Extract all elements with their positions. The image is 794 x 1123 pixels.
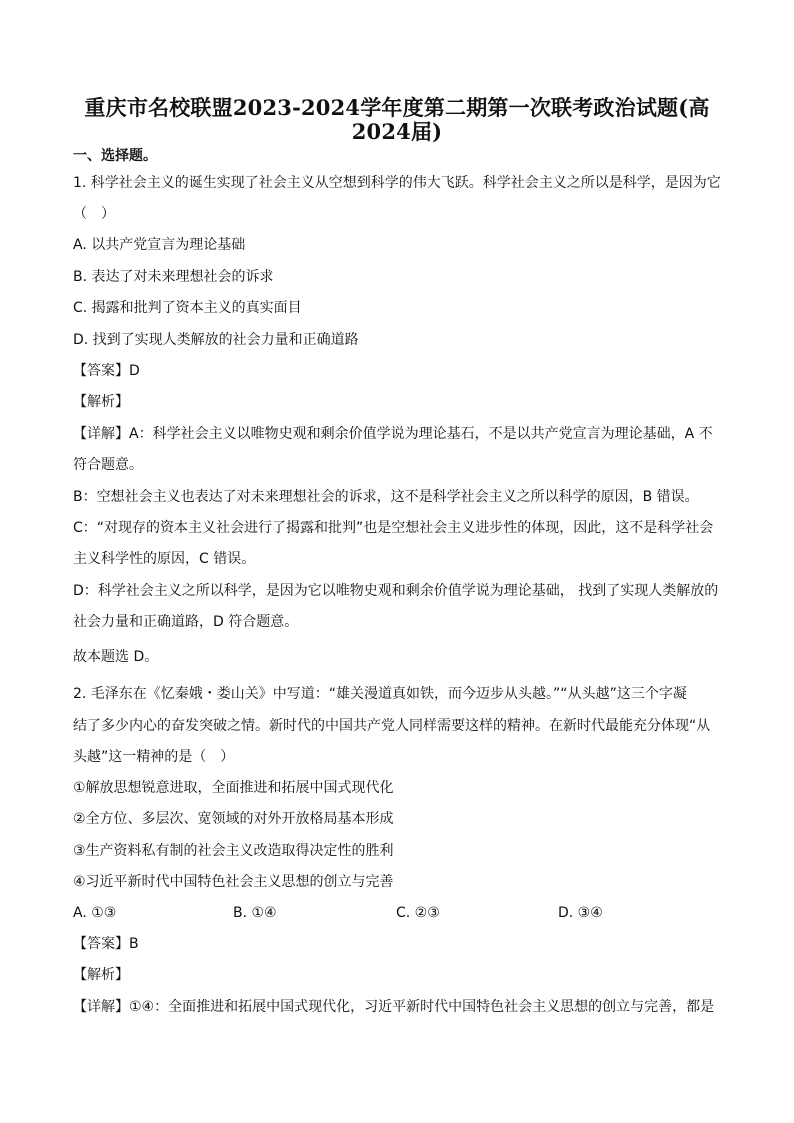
q1-stem-line-2: （ ） xyxy=(73,206,115,222)
q1-detail-line-3: B：空想社会主义也表达了对未来理想社会的诉求，这不是科学社会主义之所以科学的原因，B 错误。 xyxy=(73,489,699,505)
document-title-line-2: 2024届) xyxy=(351,119,443,144)
section-heading: 一、选择题。 xyxy=(73,148,157,164)
q2-option-d: D. ③④ xyxy=(558,905,603,921)
q1-detail-line-5: 主义科学性的原因，C 错误。 xyxy=(73,551,256,567)
q2-option-a: A. ①③ xyxy=(73,905,117,921)
q2-option-b: B. ①④ xyxy=(233,905,277,921)
q1-analysis-heading: 【解析】 xyxy=(73,394,129,410)
q2-stem-line-2: 结了多少内心的奋发突破之情。新时代的中国共产党人同样需要这样的精神。在新时代最能充分体现“从 xyxy=(73,718,711,734)
q1-detail-line-4: C：“对现存的资本主义社会进行了揭露和批判”也是空想社会主义进步性的体现，因此，这不是科学社会 xyxy=(73,520,714,536)
document-title-line-1: 重庆市名校联盟2023-2024学年度第二期第一次联考政治试题(高 xyxy=(84,95,710,120)
q1-option-a: A. 以共产党宣言为理论基础 xyxy=(73,237,246,253)
q2-item-3: ③生产资料私有制的社会主义改造取得决定性的胜利 xyxy=(73,843,394,859)
q2-stem-line-3: 头越”这一精神的是（ ） xyxy=(73,749,235,765)
q2-detail-line-1: 【详解】①④：全面推进和拓展中国式现代化，习近平新时代中国特色社会主义思想的创立与完善，都是 xyxy=(73,999,715,1015)
q2-item-4: ④习近平新时代中国特色社会主义思想的创立与完善 xyxy=(73,874,394,890)
q1-option-c: C. 揭露和批判了资本主义的真实面目 xyxy=(73,300,302,316)
q1-option-d: D. 找到了实现人类解放的社会力量和正确道路 xyxy=(73,332,359,348)
q1-detail-line-1: 【详解】A：科学社会主义以唯物史观和剩余价值学说为理论基石，不是以共产党宣言为理论基础，A 不 xyxy=(73,426,713,442)
q2-answer: 【答案】B xyxy=(73,936,139,952)
q1-detail-line-6: D：科学社会主义之所以科学，是因为它以唯物史观和剩余价值学说为理论基础， 找到了实现人类解放的 xyxy=(73,583,719,599)
q2-option-c: C. ②③ xyxy=(396,905,440,921)
q2-stem-line-1: 2. 毛泽东在《忆秦娥・娄山关》中写道：“雄关漫道真如铁，而今迈步从头越。”“从头越”这三个字凝 xyxy=(73,686,687,702)
q1-detail-line-2: 符合题意。 xyxy=(73,457,143,473)
q1-option-b: B. 表达了对未来理想社会的诉求 xyxy=(73,269,274,285)
q2-item-2: ②全方位、多层次、宽领域的对外开放格局基本形成 xyxy=(73,811,394,827)
q1-conclusion: 故本题选 D。 xyxy=(73,649,159,665)
q1-answer: 【答案】D xyxy=(73,363,140,379)
q1-detail-line-7: 社会力量和正确道路，D 符合题意。 xyxy=(73,614,299,630)
q2-analysis-heading: 【解析】 xyxy=(73,967,129,983)
q2-item-1: ①解放思想锐意进取，全面推进和拓展中国式现代化 xyxy=(73,780,394,796)
q1-stem-line-1: 1. 科学社会主义的诞生实现了社会主义从空想到科学的伟大飞跃。科学社会主义之所以是科学，是因为它 xyxy=(73,175,721,191)
